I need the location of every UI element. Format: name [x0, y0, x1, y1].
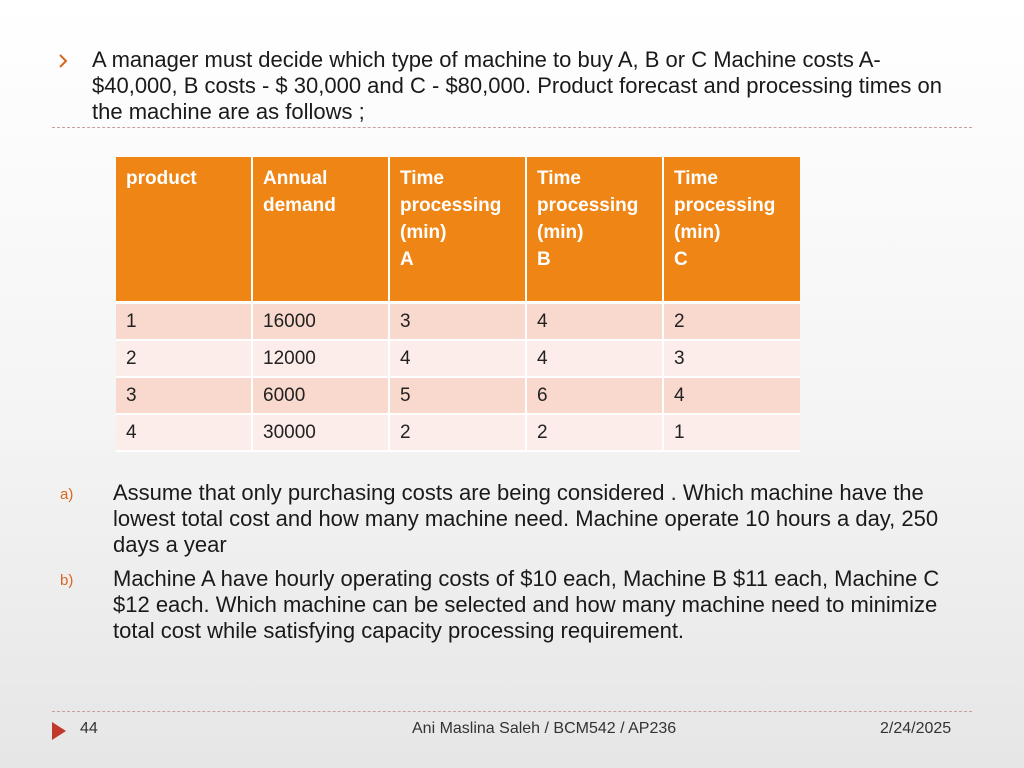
header-line: Annual	[263, 168, 328, 189]
cell-time-a: 3	[390, 304, 527, 341]
top-divider	[52, 127, 972, 128]
table-row	[116, 304, 800, 341]
question-marker: b)	[60, 572, 74, 589]
header-line: B	[537, 249, 551, 270]
question-list	[60, 480, 960, 652]
header-line: Time	[537, 168, 582, 189]
header-line: (min)	[674, 222, 721, 243]
slide-number: 44	[80, 720, 98, 737]
table-row	[116, 341, 800, 378]
cell-product: 3	[116, 378, 253, 415]
header-line: processing	[674, 195, 776, 216]
header-line: processing	[537, 195, 639, 216]
header-product	[116, 157, 253, 304]
cell-time-c: 1	[664, 415, 800, 452]
header-time-c	[664, 157, 800, 304]
cell-product: 1	[116, 304, 253, 341]
header-time-b	[527, 157, 664, 304]
cell-demand: 16000	[253, 304, 390, 341]
question-marker: a)	[60, 486, 74, 503]
header-line: (min)	[400, 222, 447, 243]
header-line: product	[126, 168, 197, 189]
cell-time-b: 6	[527, 378, 664, 415]
cell-time-c: 3	[664, 341, 800, 378]
question-text: Machine A have hourly operating costs of $10 each, Machine B $11 each, Machine C $12 each. Which machine can be selected and how many machine need to minimize total cost while satisfying capacity processing requirement.	[113, 566, 940, 643]
header-line: Time	[674, 168, 719, 189]
cell-demand: 30000	[253, 415, 390, 452]
intro-text: A manager must decide which type of machine to buy A, B or C Machine costs A- $40,000, B costs - $ 30,000 and C - $80,000. Product forecast and processing times on the machine are as follows ;	[92, 47, 942, 124]
question-b	[60, 566, 960, 644]
cell-time-c: 2	[664, 304, 800, 341]
cell-time-b: 4	[527, 341, 664, 378]
processing-table	[116, 157, 800, 452]
question-a	[60, 480, 960, 558]
slide-marker-icon	[52, 722, 66, 740]
cell-demand: 6000	[253, 378, 390, 415]
header-line: A	[400, 249, 414, 270]
footer-date: 2/24/2025	[880, 720, 952, 737]
table-row	[116, 415, 800, 452]
question-text: Assume that only purchasing costs are being considered . Which machine have the lowest total cost and how many machine need. Machine operate 10 hours a day, 250 days a year	[113, 480, 939, 557]
cell-time-a: 4	[390, 341, 527, 378]
header-line: demand	[263, 195, 336, 216]
header-line: processing	[400, 195, 502, 216]
cell-product: 2	[116, 341, 253, 378]
cell-time-b: 2	[527, 415, 664, 452]
cell-time-a: 5	[390, 378, 527, 415]
footer-author: Ani Maslina Saleh / BCM542 / AP236	[412, 720, 677, 737]
header-line: Time	[400, 168, 445, 189]
cell-time-b: 4	[527, 304, 664, 341]
bottom-divider	[52, 711, 972, 712]
table-row	[116, 378, 800, 415]
header-annual-demand	[253, 157, 390, 304]
header-line: (min)	[537, 222, 584, 243]
header-time-a	[390, 157, 527, 304]
bullet-arrow-icon	[58, 54, 68, 68]
cell-time-c: 4	[664, 378, 800, 415]
table-header-row	[116, 157, 800, 304]
cell-product: 4	[116, 415, 253, 452]
cell-time-a: 2	[390, 415, 527, 452]
cell-demand: 12000	[253, 341, 390, 378]
header-line: C	[674, 249, 688, 270]
